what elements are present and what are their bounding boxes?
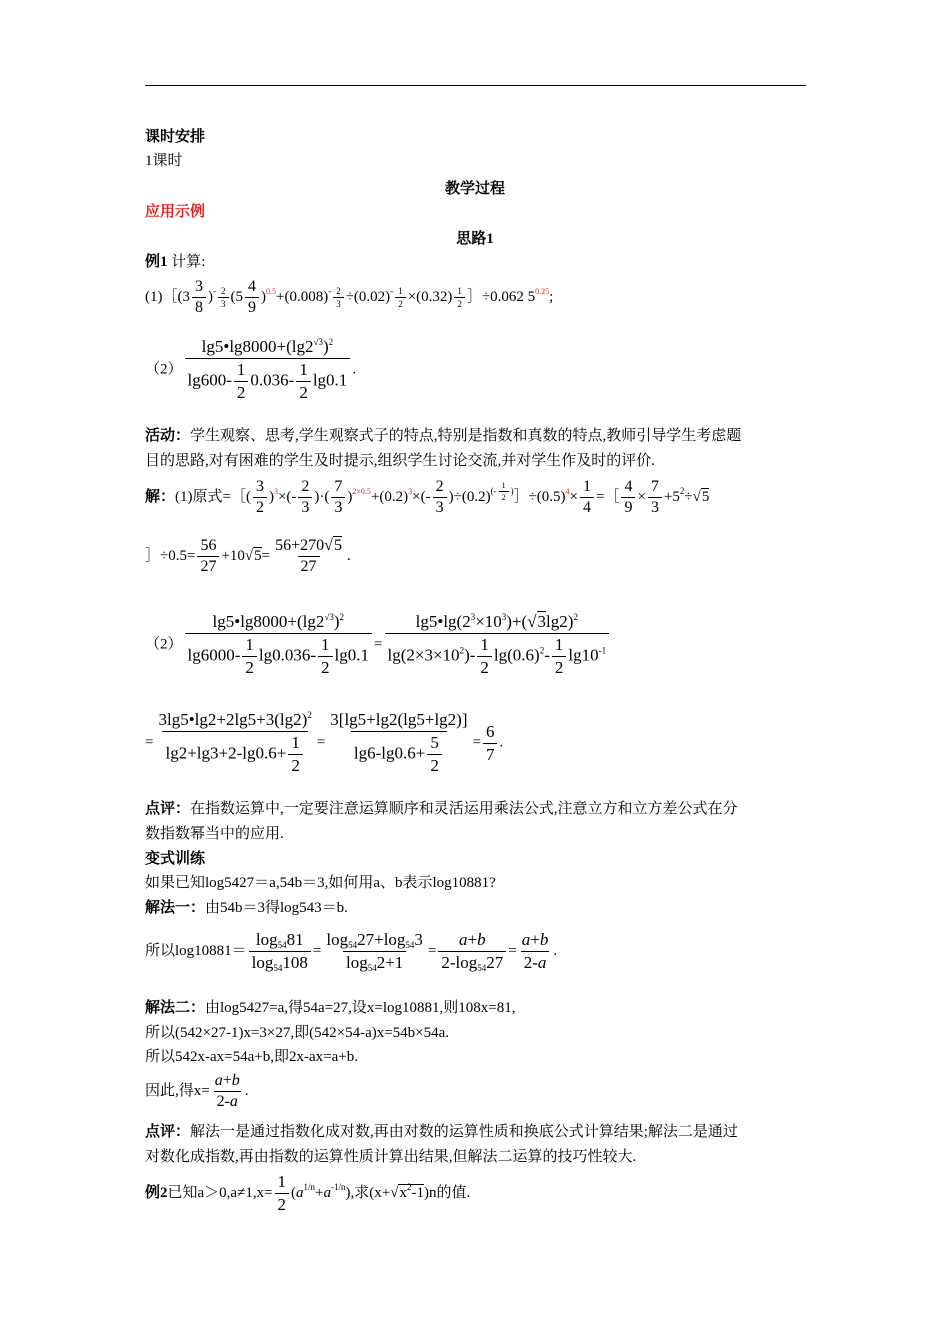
comment1-line2: 数指数幂当中的应用. (145, 826, 284, 842)
schedule-title: 课时安排 (145, 129, 206, 145)
solution-expr2: （2） $\lg 5•\lg 8000+(\lg 2^{√3})^2$ lg6000- $\frac{1}{2}$ lg0.036- $\frac{1}{2}$ lg0.1 = $\lg 5•\lg(2^3\times 10^3)+(√3\lg 2)^2$ $\lg(2\times 3\times 10^2)-$ $\frac{1}{2}$ $\lg(0.6)^2-$ $\frac{1}{2}$ $\lg 10^{-1}$ (145, 612, 611, 678)
so-label: 所以log10881＝ (145, 942, 247, 959)
example2-text: 已知a＞0,a≠1,x= (167, 1184, 273, 1201)
method2-line2: 所以(542×27-1)x=3×27,即(542×54-a)x=54b×54a. (145, 1025, 450, 1041)
example2-label: 例2 (145, 1184, 168, 1201)
activity-line1 (145, 426, 741, 446)
method2-line3: 所以542x-ax=54a+b,即2x-ax=a+b. (145, 1049, 358, 1065)
example1-expr2: （2） $\lg 5•\lg 8000+(\lg 2^{√3})^2$ lg600- $\frac{1}{2}$ 0.036- $\frac{1}{2}$ lg0.1 . (145, 337, 357, 402)
method1-text: 由54b＝3得log543＝b. (205, 900, 348, 916)
therefore-line: 因此,得x= $\frac{a+b}{2-a}$ . (145, 1072, 249, 1110)
comment1-line1 (145, 799, 738, 819)
activity-label: 活动： (145, 428, 191, 444)
example1-heading (145, 252, 205, 272)
example2-line: 例2已知a＞0,a≠1,x= $\frac{1}{2}$ $(a^{1/n}+a^{-1/n})$,求$(x+√x^2-1)n$的值. (145, 1172, 471, 1214)
solution-start: (1)原式= (175, 488, 231, 505)
solution-label: 解： (145, 488, 176, 505)
method1-formula: 所以log10881＝ $\frac{\log_{54}81}{\log_{54}108}$ = $\frac{\log_{54}27+\log_{54}3}{\log_{54}2+1}$ = $\frac{a+b}{2-\log_{54}27}$ = $\frac{a+b}{2-a}$ . (145, 930, 558, 973)
comment2-line1 (145, 1122, 738, 1142)
section-title: 应用示例 (145, 204, 206, 220)
solution-expr2-cont: = $3\lg 5•\lg 2+2\lg 5+3(\lg 2)^2$ lg2+lg3+2-lg0.6+ $\frac{1}{2}$ = 3[lg5+lg2(lg5+lg2)] lg6-lg0.6+ $\frac{5}{2}$ = $\frac{6}{7}$ . (145, 710, 504, 775)
method2-text1: 由log5427=a,得54a=27,设x=log10881,则108x=81, (205, 1000, 516, 1016)
activity-text1: 学生观察、思考,学生观察式子的特点,特别是指数和真数的特点,教师引导学生考虑题 (190, 428, 742, 444)
comment2-text1: 解法一是通过指数化成对数,再由对数的运算性质和换底公式计算结果;解法二是通过 (190, 1124, 738, 1140)
idea-title: 思路1 (456, 231, 494, 247)
comment2-label: 点评： (145, 1124, 191, 1140)
solution-expr1-cont: ］÷0.5= $\frac{56}{27}$ +10√5= $\frac{56+270√5}{27}$ . (145, 537, 351, 575)
comment1-text1: 在指数运算中,一定要注意运算顺序和灵活运用乘法公式,注意立方和立方差公式在分 (190, 801, 738, 817)
variant-title: 变式训练 (145, 851, 206, 867)
comment1-label: 点评： (145, 801, 191, 817)
schedule-value: 1课时 (145, 153, 183, 169)
variant-question: 如果已知log5427＝a,54b＝3,如何用a、b表示log10881? (145, 875, 496, 891)
solution-expr1: 解：(1)原式=［( $\frac{3}{2}$ )$^3$×(- $\frac{2}{3}$ )·( $\frac{7}{3}$ )$^{2\times 0.5}+(0.2)^3\times(-$ $\frac{2}{3}$ )$\div(0.2)^{(- \frac{1}{2} )}]\div(0.5)^4\times$ $\frac{1}{4}$ =［ $\frac{4}{9}$ × $\frac{7}{3}$ $+5^2\div√5$ (145, 478, 710, 516)
therefore-label: 因此,得x= (145, 1082, 210, 1099)
process-title: 教学过程 (444, 181, 505, 197)
header-rule (145, 85, 806, 86)
example1-text: 计算: (171, 254, 206, 270)
comment2-line2: 对数化成指数,再由指数的运算性质计算出结果,但解法二运算的技巧性较大. (145, 1149, 637, 1165)
method2-label: 解法二： (145, 1000, 206, 1016)
example1-expr1: (1)［(3 $\frac{3}{8}$ )- $\frac{2}{3}$ (5 $\frac{4}{9}$ )$^{0.5}$+(0.008)- $\frac{2}{3}$ ÷(0.02)- $\frac{1}{2}$ ×(0.32) $\frac{1}{2}$ ］÷0.062 $5^{0.25}$; (145, 278, 554, 316)
activity-line2: 目的思路,对有困难的学生及时提示,组织学生讨论交流,并对学生作及时的评价. (145, 453, 656, 469)
example1-label: 例1 (145, 254, 168, 270)
method2-line1 (145, 998, 516, 1018)
example2-tail: ,求(x+ (350, 1184, 391, 1201)
method1-label: 解法一： (145, 900, 206, 916)
method1-line (145, 898, 348, 918)
example2-end: )n的值. (423, 1184, 471, 1201)
